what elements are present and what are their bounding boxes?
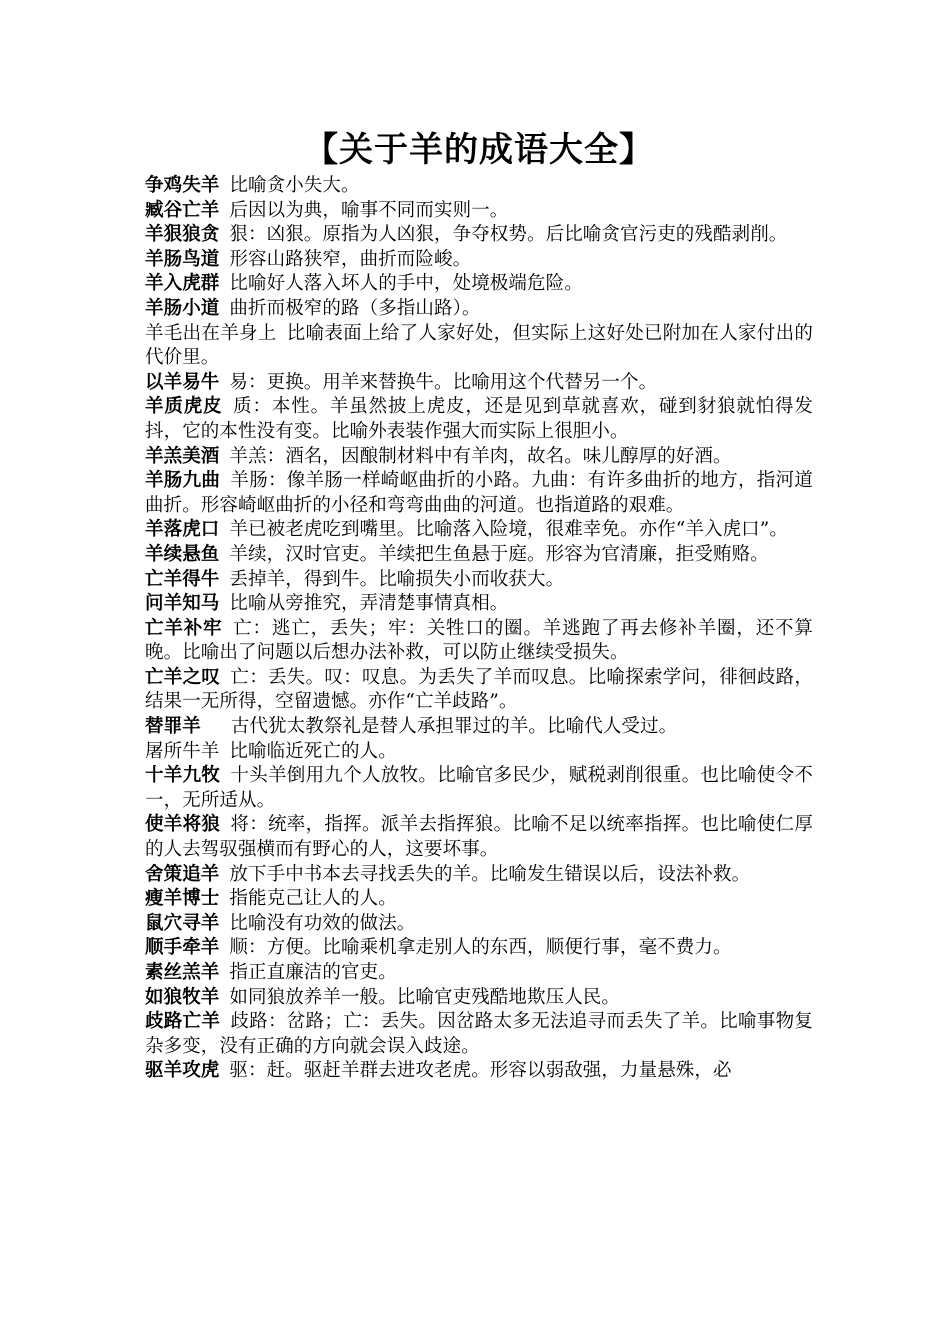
idiom-entry — [145, 223, 813, 248]
idiom-definition: 羊肠：像羊肠一样崎岖曲折的小路。九曲：有许多曲折的地方，指河道曲折。形容崎岖曲折的小径和弯弯曲曲的河道。也指道路的艰难。 — [145, 470, 813, 516]
idiom-entry — [145, 813, 813, 862]
idiom-definition: 亡：丢失。叹：叹息。为丢失了羊而叹息。比喻探索学问，徘徊歧路，结果一无所得，空留遗憾。亦作“亡羊歧路”。 — [145, 666, 813, 713]
idiom-definition: 比喻从旁推究，弄清楚事情真相。 — [229, 593, 509, 615]
idiom-entry — [145, 272, 813, 297]
idiom-term: 舍策追羊 — [145, 863, 220, 885]
idiom-definition: 比喻贪小失大。 — [229, 175, 360, 196]
idiom-term: 争鸡失羊 — [145, 175, 220, 196]
idiom-term: 羊肠九曲 — [145, 470, 221, 492]
idiom-term: 羊续悬鱼 — [145, 543, 220, 565]
idiom-definition: 羊羔：酒名，因酿制材料中有羊肉，故名。味儿醇厚的好酒。 — [229, 445, 732, 467]
idiom-entry — [145, 887, 813, 912]
idiom-term: 羊入虎群 — [145, 273, 220, 295]
idiom-entry — [145, 592, 813, 617]
idiom-term: 臧谷亡羊 — [145, 199, 220, 221]
idiom-term: 替罪羊 — [145, 716, 201, 738]
idiom-entry — [145, 1059, 813, 1084]
idiom-definition: 驱：赶。驱赶羊群去进攻老虎。形容以弱敌强，力量悬殊，必 — [229, 1060, 732, 1082]
idiom-entry — [145, 666, 813, 715]
idiom-term: 亡羊补牢 — [145, 617, 223, 639]
idiom-entry — [145, 297, 813, 322]
idiom-term: 鼠穴寻羊 — [145, 912, 220, 934]
idiom-definition: 丢掉羊，得到牛。比喻损失小而收获大。 — [229, 568, 565, 590]
idiom-entry — [145, 912, 813, 937]
idiom-definition: 曲折而极窄的路（多指山路）。 — [229, 297, 481, 319]
idiom-entry — [145, 518, 813, 543]
idiom-entry — [145, 445, 813, 470]
idiom-entry — [145, 986, 813, 1011]
idiom-definition: 如同狼放养羊一般。比喻官吏残酷地欺压人民。 — [229, 986, 621, 1008]
idiom-term: 十羊九牧 — [145, 765, 221, 787]
idiom-term: 羊质虎皮 — [145, 396, 223, 418]
idiom-entry — [145, 936, 813, 961]
idiom-entry — [145, 715, 813, 740]
idiom-definition: 古代犹太教祭礼是替人承担罪过的羊。比喻代人受过。 — [230, 716, 678, 738]
idiom-entry — [145, 863, 813, 888]
idiom-entry — [145, 961, 813, 986]
idiom-entry — [145, 248, 813, 273]
idiom-definition: 质：本性。羊虽然披上虎皮，还是见到草就喜欢，碰到豺狼就怕得发抖，它的本性没有变。比喻外表装作强大而实际上很胆小。 — [145, 396, 813, 442]
idiom-term: 屠所牛羊 — [145, 740, 220, 762]
idiom-entry — [145, 764, 813, 813]
idiom-term: 羊肠小道 — [145, 297, 220, 319]
idiom-definition: 十头羊倒用九个人放牧。比喻官多民少，赋税剥削很重。也比喻使令不一，无所适从。 — [145, 765, 813, 811]
idiom-definition: 后因以为典，喻事不同而实则一。 — [229, 199, 509, 221]
idiom-entry — [145, 322, 813, 371]
idiom-term: 亡羊之叹 — [145, 666, 221, 688]
idiom-term: 以羊易牛 — [145, 371, 220, 393]
idiom-definition: 将：统率，指挥。派羊去指挥狼。比喻不足以统率指挥。也比喻使仁厚的人去驾驭强横而有野心的人，这要坏事。 — [145, 814, 813, 861]
idiom-definition: 顺：方便。比喻乘机拿走别人的东西，顺便行事，毫不费力。 — [229, 937, 732, 959]
idiom-term: 驱羊攻虎 — [145, 1060, 220, 1082]
idiom-term: 顺手牵羊 — [145, 937, 220, 959]
idiom-definition: 指能克己让人的人。 — [229, 888, 397, 910]
idiom-entry — [145, 568, 813, 593]
idiom-definition: 歧路：岔路；亡：丢失。因岔路太多无法追寻而丢失了羊。比喻事物复杂多变，没有正确的方向就会误入歧途。 — [145, 1011, 813, 1057]
idiom-entry — [145, 174, 813, 199]
idiom-term: 使羊将狼 — [145, 814, 221, 836]
idiom-term: 素丝羔羊 — [145, 962, 220, 983]
idiom-term: 如狼牧羊 — [145, 986, 220, 1008]
idiom-term: 羊狠狼贪 — [145, 224, 220, 246]
idiom-definition: 比喻临近死亡的人。 — [229, 740, 397, 762]
idiom-definition: 狠：凶狠。原指为人凶狠，争夺权势。后比喻贪官污吏的残酷剥削。 — [229, 224, 788, 246]
idiom-term: 瘦羊博士 — [145, 888, 220, 910]
page-title: 【关于羊的成语大全】 — [304, 130, 654, 170]
idiom-definition: 羊续，汉时官吏。羊续把生鱼悬于庭。形容为官清廉，拒受贿赂。 — [229, 543, 769, 565]
idiom-term: 羊肠鸟道 — [145, 248, 220, 270]
idiom-term: 亡羊得牛 — [145, 568, 220, 590]
document-page — [145, 128, 813, 1084]
idiom-definition: 指正直廉洁的官吏。 — [229, 962, 397, 983]
idiom-definition: 亡：逃亡，丢失；牢：关牲口的圈。羊逃跑了再去修补羊圈，还不算晚。比喻出了问题以后想办法补救，可以防止继续受损失。 — [145, 617, 813, 664]
idiom-entry — [145, 740, 813, 765]
idiom-term: 羊羔美酒 — [145, 445, 220, 467]
idiom-definition: 比喻没有功效的做法。 — [229, 912, 416, 934]
idiom-term: 羊落虎口 — [145, 519, 220, 541]
idiom-entry — [145, 543, 813, 568]
idiom-definition: 易：更换。用羊来替换牛。比喻用这个代替另一个。 — [229, 371, 658, 393]
idiom-list — [145, 174, 813, 1084]
idiom-definition: 形容山路狭窄，曲折而险峻。 — [229, 248, 472, 270]
idiom-entry — [145, 617, 813, 666]
idiom-entry — [145, 1010, 813, 1059]
idiom-entry — [145, 469, 813, 518]
idiom-definition: 放下手中书本去寻找丢失的羊。比喻发生错误以后，设法补救。 — [229, 863, 751, 885]
idiom-definition: 比喻好人落入坏人的手中，处境极端危险。 — [229, 273, 583, 295]
idiom-term: 问羊知马 — [145, 593, 220, 615]
idiom-definition: 比喻表面上给了人家好处，但实际上这好处已附加在人家付出的代价里。 — [145, 322, 813, 369]
idiom-entry — [145, 395, 813, 444]
idiom-entry — [145, 371, 813, 396]
idiom-term: 羊毛出在羊身上 — [145, 322, 277, 344]
idiom-entry — [145, 199, 813, 224]
idiom-definition: 羊已被老虎吃到嘴里。比喻落入险境，很难幸免。亦作“羊入虎口”。 — [229, 519, 788, 541]
idiom-term: 歧路亡羊 — [145, 1011, 221, 1033]
